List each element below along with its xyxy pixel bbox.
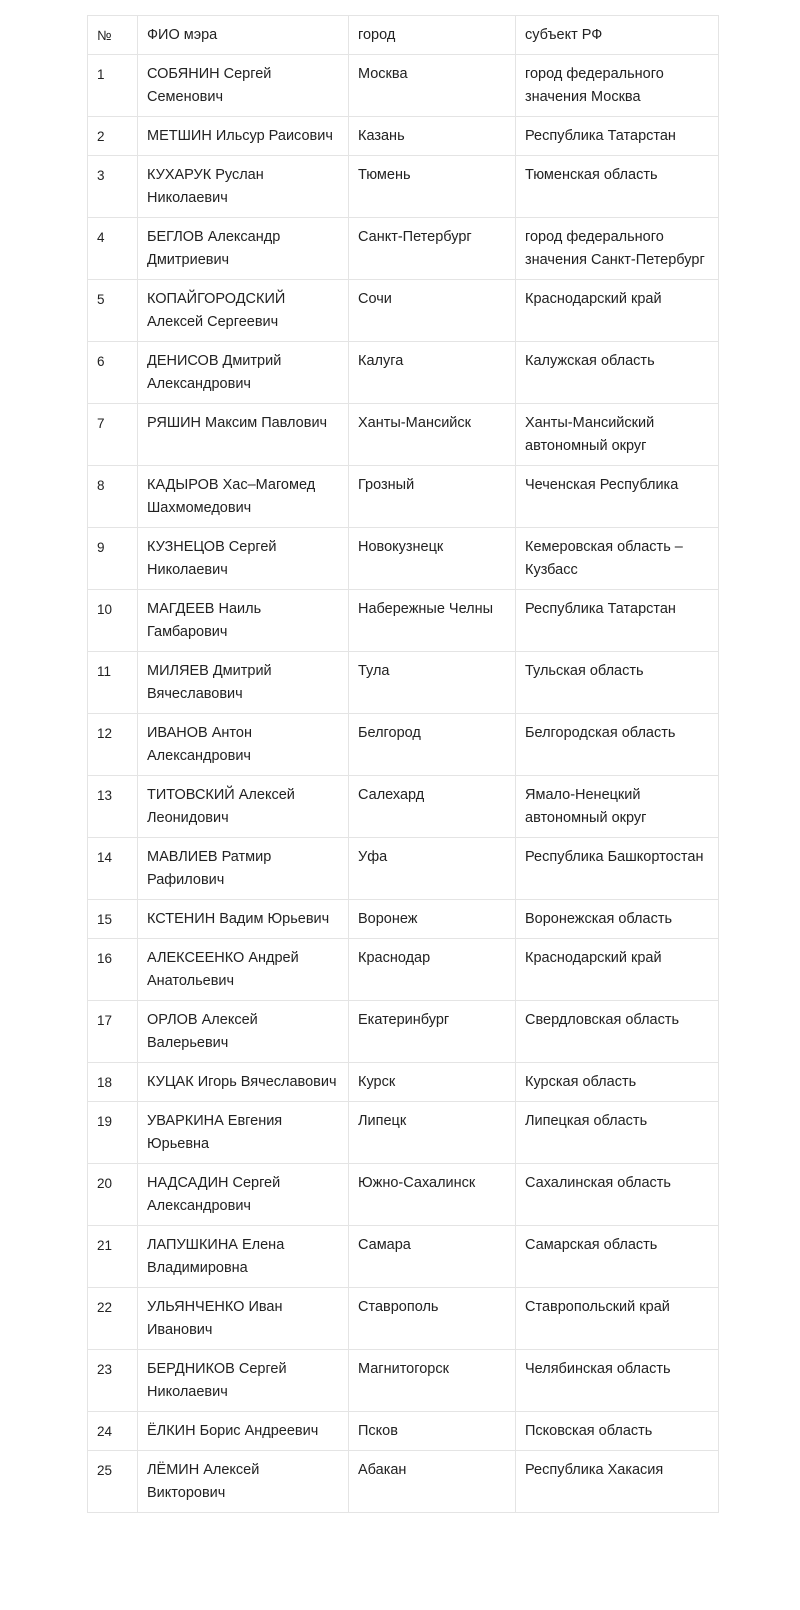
cell-region: Псковская область xyxy=(516,1412,719,1451)
cell-number: 19 xyxy=(88,1102,138,1164)
table-row xyxy=(88,218,719,280)
cell-city: Южно-Сахалинск xyxy=(349,1164,516,1226)
table-row xyxy=(88,838,719,900)
cell-number: 17 xyxy=(88,1001,138,1063)
cell-city: Санкт-Петербург xyxy=(349,218,516,280)
cell-number: 13 xyxy=(88,776,138,838)
table-row xyxy=(88,1063,719,1102)
cell-number: 18 xyxy=(88,1063,138,1102)
cell-region: Сахалинская область xyxy=(516,1164,719,1226)
cell-mayor-name: КУЦАК Игорь Вячеславович xyxy=(138,1063,349,1102)
cell-mayor-name: ТИТОВСКИЙ Алексей Леонидович xyxy=(138,776,349,838)
cell-number: 4 xyxy=(88,218,138,280)
cell-number: 10 xyxy=(88,590,138,652)
cell-mayor-name: СОБЯНИН Сергей Семенович xyxy=(138,55,349,117)
table-header-row xyxy=(88,16,719,55)
table-row xyxy=(88,466,719,528)
cell-region: Чеченская Республика xyxy=(516,466,719,528)
cell-mayor-name: КУЗНЕЦОВ Сергей Николаевич xyxy=(138,528,349,590)
cell-mayor-name: УЛЬЯНЧЕНКО Иван Иванович xyxy=(138,1288,349,1350)
table-row xyxy=(88,342,719,404)
cell-city: Салехард xyxy=(349,776,516,838)
cell-city: Казань xyxy=(349,117,516,156)
cell-city: Калуга xyxy=(349,342,516,404)
cell-number: 14 xyxy=(88,838,138,900)
cell-region: Белгородская область xyxy=(516,714,719,776)
cell-city: Белгород xyxy=(349,714,516,776)
cell-number: 15 xyxy=(88,900,138,939)
cell-number: 7 xyxy=(88,404,138,466)
cell-region: Краснодарский край xyxy=(516,939,719,1001)
table-row xyxy=(88,1164,719,1226)
table-row xyxy=(88,776,719,838)
cell-city: Новокузнецк xyxy=(349,528,516,590)
table-row xyxy=(88,714,719,776)
table-row xyxy=(88,404,719,466)
cell-city: Уфа xyxy=(349,838,516,900)
table-row xyxy=(88,528,719,590)
cell-number: 20 xyxy=(88,1164,138,1226)
mayors-table xyxy=(87,15,719,1513)
cell-mayor-name: КСТЕНИН Вадим Юрьевич xyxy=(138,900,349,939)
cell-number: 23 xyxy=(88,1350,138,1412)
header-city: город xyxy=(349,16,516,55)
table-row xyxy=(88,117,719,156)
cell-number: 24 xyxy=(88,1412,138,1451)
cell-number: 12 xyxy=(88,714,138,776)
table-row xyxy=(88,1001,719,1063)
cell-mayor-name: ДЕНИСОВ Дмитрий Александрович xyxy=(138,342,349,404)
cell-mayor-name: ЛАПУШКИНА Елена Владимировна xyxy=(138,1226,349,1288)
cell-mayor-name: МАГДЕЕВ Наиль Гамбарович xyxy=(138,590,349,652)
cell-region: Республика Татарстан xyxy=(516,590,719,652)
cell-region: Воронежская область xyxy=(516,900,719,939)
cell-region: Кемеровская область – Кузбасс xyxy=(516,528,719,590)
cell-region: Тюменская область xyxy=(516,156,719,218)
cell-mayor-name: ЛЁМИН Алексей Викторович xyxy=(138,1451,349,1513)
cell-number: 5 xyxy=(88,280,138,342)
table-row xyxy=(88,156,719,218)
cell-city: Екатеринбург xyxy=(349,1001,516,1063)
cell-number: 1 xyxy=(88,55,138,117)
cell-city: Курск xyxy=(349,1063,516,1102)
cell-number: 16 xyxy=(88,939,138,1001)
cell-mayor-name: НАДСАДИН Сергей Александрович xyxy=(138,1164,349,1226)
cell-region: Тульская область xyxy=(516,652,719,714)
cell-region: Калужская область xyxy=(516,342,719,404)
mayors-table-container xyxy=(87,15,718,1513)
cell-mayor-name: РЯШИН Максим Павлович xyxy=(138,404,349,466)
cell-city: Грозный xyxy=(349,466,516,528)
cell-region: Ханты-Мансийский автономный округ xyxy=(516,404,719,466)
header-region: субъект РФ xyxy=(516,16,719,55)
cell-number: 25 xyxy=(88,1451,138,1513)
cell-mayor-name: МИЛЯЕВ Дмитрий Вячеславович xyxy=(138,652,349,714)
cell-mayor-name: ЁЛКИН Борис Андреевич xyxy=(138,1412,349,1451)
cell-number: 2 xyxy=(88,117,138,156)
cell-region: Курская область xyxy=(516,1063,719,1102)
cell-city: Москва xyxy=(349,55,516,117)
cell-region: Республика Татарстан xyxy=(516,117,719,156)
cell-city: Самара xyxy=(349,1226,516,1288)
cell-region: Республика Хакасия xyxy=(516,1451,719,1513)
cell-region: Республика Башкортостан xyxy=(516,838,719,900)
cell-number: 3 xyxy=(88,156,138,218)
table-row xyxy=(88,1102,719,1164)
cell-number: 21 xyxy=(88,1226,138,1288)
cell-city: Набережные Челны xyxy=(349,590,516,652)
table-row xyxy=(88,280,719,342)
table-row xyxy=(88,590,719,652)
cell-region: Липецкая область xyxy=(516,1102,719,1164)
cell-number: 22 xyxy=(88,1288,138,1350)
cell-region: город федерального значения Санкт-Петербург xyxy=(516,218,719,280)
table-row xyxy=(88,939,719,1001)
table-row xyxy=(88,1226,719,1288)
cell-number: 11 xyxy=(88,652,138,714)
table-row xyxy=(88,1350,719,1412)
cell-mayor-name: КУХАРУК Руслан Николаевич xyxy=(138,156,349,218)
cell-mayor-name: ОРЛОВ Алексей Валерьевич xyxy=(138,1001,349,1063)
table-row xyxy=(88,1451,719,1513)
table-row xyxy=(88,55,719,117)
cell-city: Тула xyxy=(349,652,516,714)
header-mayor-name: ФИО мэра xyxy=(138,16,349,55)
cell-mayor-name: МЕТШИН Ильсур Раисович xyxy=(138,117,349,156)
header-number: № xyxy=(88,16,138,55)
table-row xyxy=(88,900,719,939)
table-row xyxy=(88,652,719,714)
cell-mayor-name: ИВАНОВ Антон Александрович xyxy=(138,714,349,776)
cell-region: Челябинская область xyxy=(516,1350,719,1412)
cell-city: Абакан xyxy=(349,1451,516,1513)
cell-city: Липецк xyxy=(349,1102,516,1164)
cell-mayor-name: КОПАЙГОРОДСКИЙ Алексей Сергеевич xyxy=(138,280,349,342)
cell-region: Ставропольский край xyxy=(516,1288,719,1350)
table-body xyxy=(88,55,719,1513)
cell-city: Сочи xyxy=(349,280,516,342)
table-row xyxy=(88,1288,719,1350)
cell-city: Ставрополь xyxy=(349,1288,516,1350)
cell-mayor-name: УВАРКИНА Евгения Юрьевна xyxy=(138,1102,349,1164)
cell-city: Краснодар xyxy=(349,939,516,1001)
cell-city: Ханты-Мансийск xyxy=(349,404,516,466)
cell-mayor-name: АЛЕКСЕЕНКО Андрей Анатольевич xyxy=(138,939,349,1001)
cell-number: 9 xyxy=(88,528,138,590)
cell-mayor-name: МАВЛИЕВ Ратмир Рафилович xyxy=(138,838,349,900)
table-row xyxy=(88,1412,719,1451)
cell-number: 6 xyxy=(88,342,138,404)
cell-city: Псков xyxy=(349,1412,516,1451)
cell-region: город федерального значения Москва xyxy=(516,55,719,117)
cell-mayor-name: БЕРДНИКОВ Сергей Николаевич xyxy=(138,1350,349,1412)
cell-city: Воронеж xyxy=(349,900,516,939)
cell-number: 8 xyxy=(88,466,138,528)
cell-mayor-name: КАДЫРОВ Хас–Магомед Шахмомедович xyxy=(138,466,349,528)
cell-city: Магнитогорск xyxy=(349,1350,516,1412)
cell-region: Самарская область xyxy=(516,1226,719,1288)
cell-mayor-name: БЕГЛОВ Александр Дмитриевич xyxy=(138,218,349,280)
cell-region: Ямало-Ненецкий автономный округ xyxy=(516,776,719,838)
cell-region: Свердловская область xyxy=(516,1001,719,1063)
cell-region: Краснодарский край xyxy=(516,280,719,342)
cell-city: Тюмень xyxy=(349,156,516,218)
